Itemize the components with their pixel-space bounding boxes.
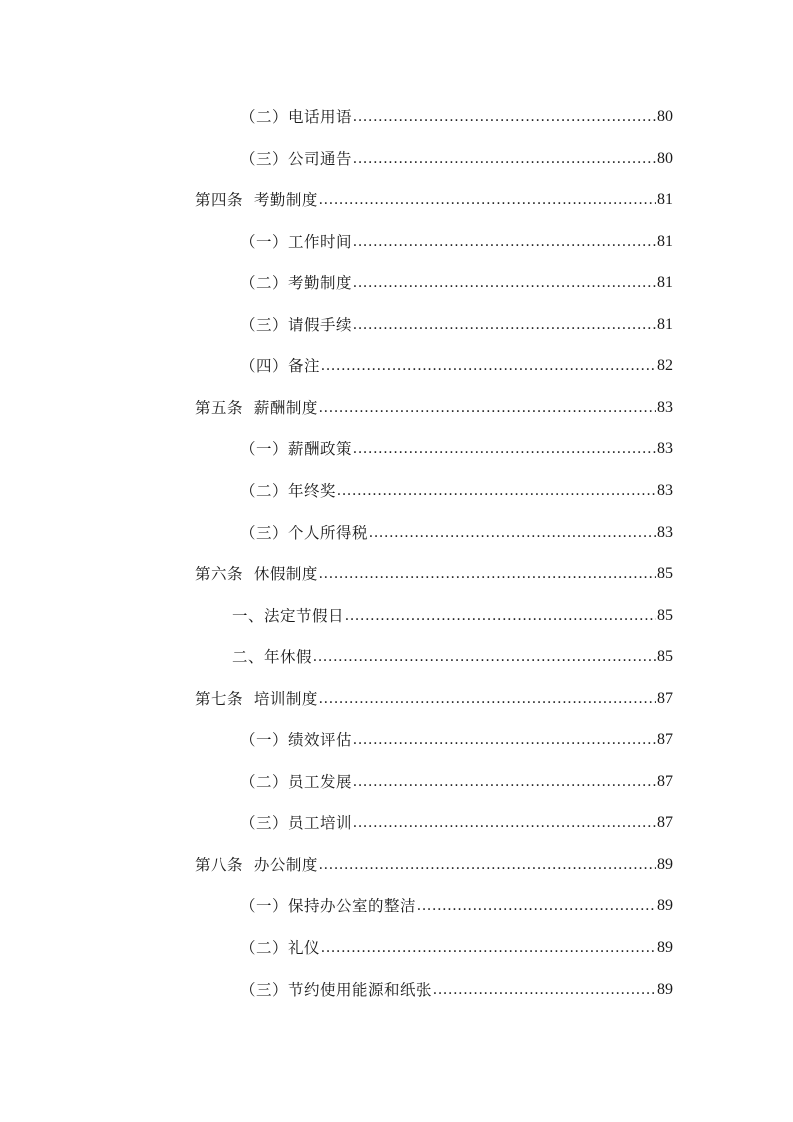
toc-entry-page-number: 81: [657, 315, 673, 333]
toc-entry-title: （三）请假手续: [240, 315, 353, 334]
toc-entry[interactable]: [240, 893, 673, 919]
toc-entry-title: （二）考勤制度: [240, 274, 353, 293]
toc-entry[interactable]: [240, 520, 673, 546]
toc-entry[interactable]: [232, 603, 673, 629]
toc-entry-title: （一）工作时间: [240, 232, 353, 251]
toc-entry[interactable]: [240, 436, 673, 462]
toc-entry-title: （四）备注: [240, 357, 321, 376]
toc-dot-leader: [353, 229, 656, 255]
toc-entry-title: （二）年终奖: [240, 481, 337, 500]
toc-entry-page-number: 85: [657, 648, 673, 666]
toc-entry[interactable]: [240, 353, 673, 379]
toc-entry-title: （三）员工培训: [240, 814, 353, 833]
toc-dot-leader: [319, 852, 656, 878]
toc-entry-title: （二）礼仪: [240, 939, 321, 957]
toc-entry-title: 第八条 办公制度: [195, 855, 318, 874]
toc-entry-page-number: 89: [657, 897, 673, 915]
toc-dot-leader: [353, 146, 656, 172]
toc-entry-title: 第六条 休假制度: [195, 565, 318, 584]
toc-dot-leader: [319, 686, 656, 712]
toc-entry[interactable]: [195, 187, 673, 213]
toc-entry[interactable]: [240, 727, 673, 753]
toc-entry[interactable]: [195, 561, 673, 587]
toc-entry[interactable]: [240, 935, 673, 961]
toc-entry-page-number: 82: [657, 357, 673, 375]
toc-entry-page-number: 83: [657, 398, 673, 416]
toc-entry-title: 第四条 考勤制度: [195, 191, 318, 210]
toc-entry-page-number: 89: [657, 939, 673, 956]
toc-entry-title: （二）电话用语: [240, 108, 353, 126]
toc-entry[interactable]: [240, 270, 673, 296]
toc-entry-title: 一、法定节假日: [232, 606, 345, 625]
toc-entry-page-number: 83: [657, 440, 673, 458]
toc-entry[interactable]: [240, 478, 673, 504]
toc-entry[interactable]: [240, 312, 673, 338]
toc-entry-title: 二、年休假: [232, 648, 313, 667]
toc-entry-page-number: 85: [657, 606, 673, 624]
toc-dot-leader: [353, 436, 656, 462]
toc-entry-page-number: 81: [657, 191, 673, 209]
toc-dot-leader: [433, 977, 656, 1003]
toc-dot-leader: [337, 478, 656, 504]
toc-entry-page-number: 85: [657, 565, 673, 583]
toc-entry[interactable]: [240, 146, 673, 172]
toc-dot-leader: [353, 769, 656, 795]
toc-entry-page-number: 89: [657, 855, 673, 873]
toc-entry-title: （二）员工发展: [240, 772, 353, 791]
toc-dot-leader: [353, 810, 656, 836]
toc-dot-leader: [319, 395, 656, 421]
toc-entry-page-number: 81: [657, 274, 673, 292]
toc-entry-page-number: 80: [657, 108, 673, 125]
toc-entry[interactable]: [240, 810, 673, 836]
toc-entry-page-number: 83: [657, 481, 673, 499]
toc-entry-title: （三）节约使用能源和纸张: [240, 980, 433, 999]
toc-dot-leader: [353, 312, 656, 338]
toc-dot-leader: [321, 353, 656, 379]
toc-dot-leader: [353, 270, 656, 296]
toc-entry[interactable]: [232, 644, 673, 670]
toc-dot-leader: [345, 603, 656, 629]
toc-entry-title: （一）绩效评估: [240, 731, 353, 750]
toc-entry-title: 第五条 薪酬制度: [195, 398, 318, 417]
toc-entry[interactable]: [195, 852, 673, 878]
toc-entry-page-number: 87: [657, 814, 673, 832]
toc-entry[interactable]: [240, 229, 673, 255]
toc-entry-page-number: 80: [657, 149, 673, 167]
toc-dot-leader: [353, 104, 656, 130]
toc-entry-title: （一）薪酬政策: [240, 440, 353, 459]
toc-entry-page-number: 87: [657, 772, 673, 790]
toc-entry-page-number: 87: [657, 731, 673, 749]
toc-dot-leader: [417, 893, 656, 919]
toc-dot-leader: [353, 727, 656, 753]
toc-entry[interactable]: [240, 977, 673, 1003]
toc-dot-leader: [369, 520, 656, 546]
toc-entry-title: （三）个人所得税: [240, 523, 369, 542]
toc-dot-leader: [321, 935, 656, 961]
toc-entry-title: 第七条 培训制度: [195, 689, 318, 708]
toc-entry-page-number: 83: [657, 523, 673, 541]
toc-entry-page-number: 87: [657, 689, 673, 707]
toc-entry-page-number: 81: [657, 232, 673, 250]
toc-dot-leader: [319, 561, 656, 587]
toc-dot-leader: [313, 644, 656, 670]
toc-entry-page-number: 89: [657, 980, 673, 998]
toc-entry-title: （三）公司通告: [240, 149, 353, 168]
toc-entry[interactable]: [195, 686, 673, 712]
toc-entry[interactable]: [195, 395, 673, 421]
toc-entry[interactable]: [240, 104, 673, 130]
toc-entry[interactable]: [240, 769, 673, 795]
toc-dot-leader: [319, 187, 656, 213]
toc-entry-title: （一）保持办公室的整洁: [240, 897, 417, 916]
